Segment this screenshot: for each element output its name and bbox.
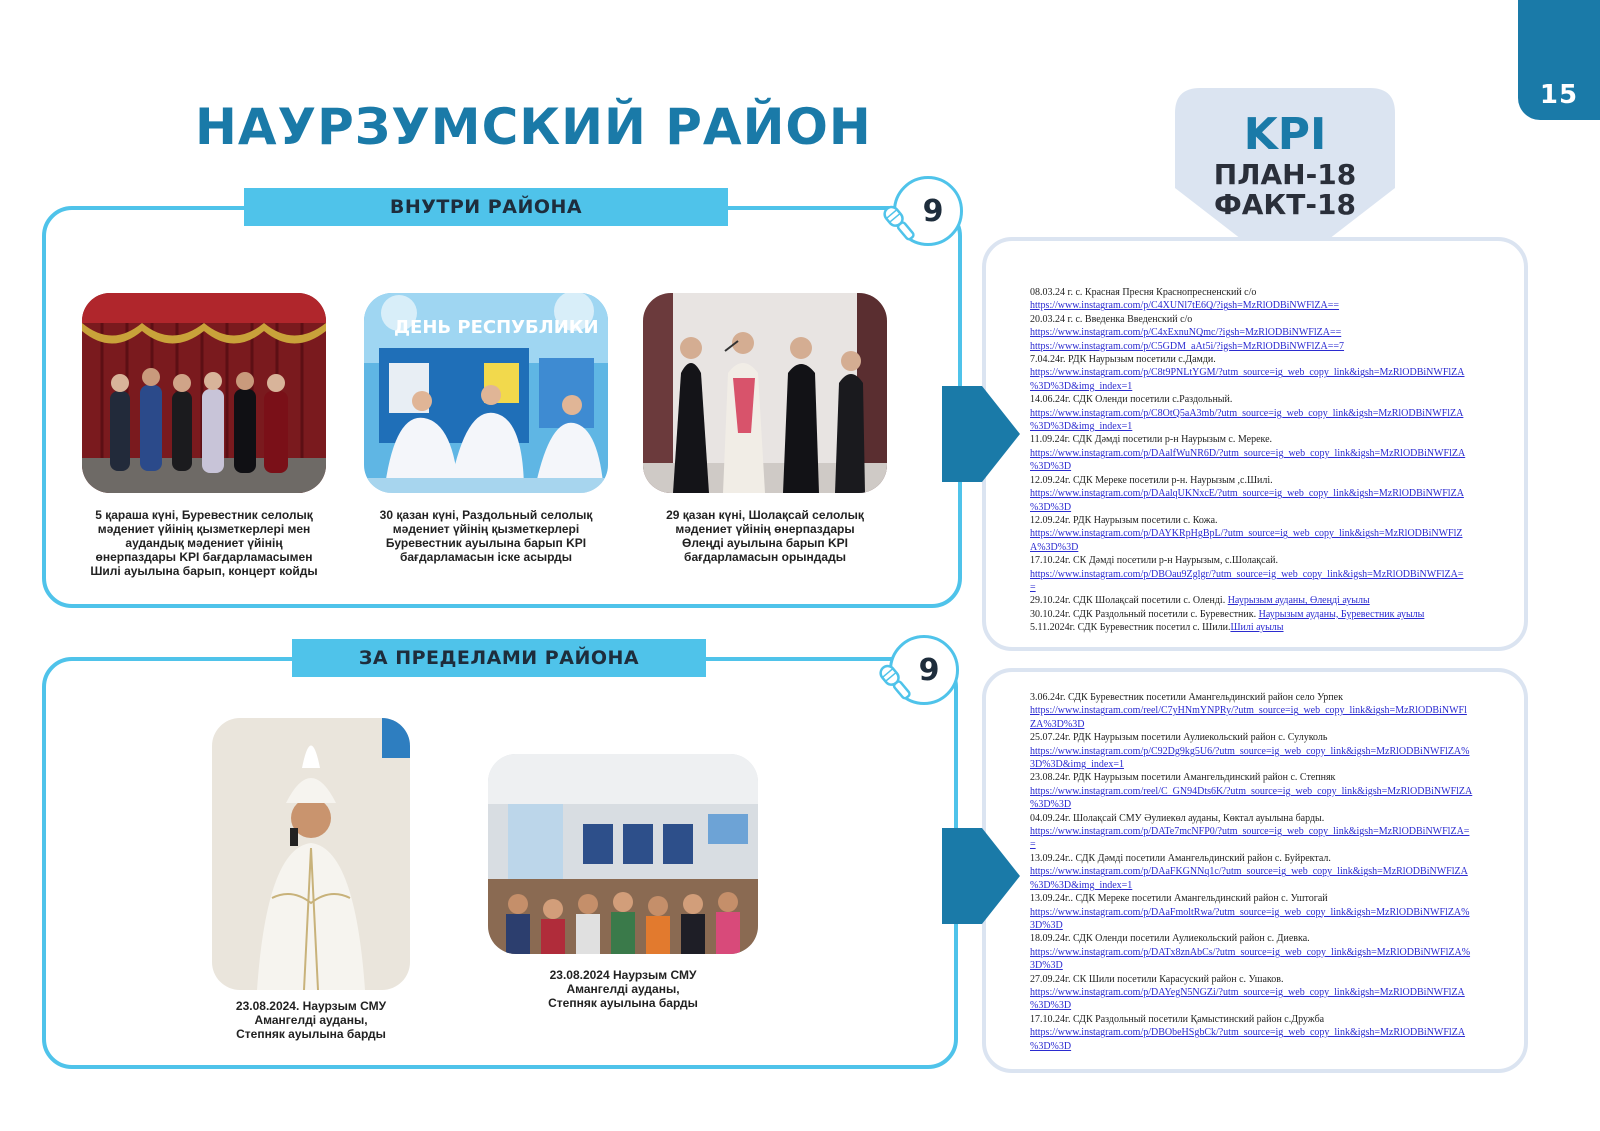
link-line <box>1030 785 1506 798</box>
caption-line: бағдарламасын орындады <box>684 550 846 564</box>
caption-line: Шилі ауылына барып, концерт койды <box>90 564 318 578</box>
instagram-link[interactable]: https://www.instagram.com/reel/C7yHNmYNPRy/?utm_source=ig_web_copy_link&igsh=MzRlODBiNWFl <box>1030 705 1467 717</box>
report-line <box>1030 514 1506 527</box>
instagram-link[interactable]: https://www.instagram.com/p/DBObeHSgbCk/?utm_source=ig_web_copy_link&igsh=MzRlODBiNWFlZA <box>1030 1027 1466 1039</box>
caption-line: 23.08.2024. Наурзым СМУ <box>235 999 387 1013</box>
report-line <box>1030 892 1506 905</box>
link-line <box>1030 447 1506 460</box>
report-line <box>1030 313 1506 326</box>
kpi-badge <box>1170 110 1400 220</box>
link-line <box>1030 959 1506 972</box>
link-line <box>1030 718 1506 731</box>
report-text: 3.06.24г. СДК Буревестник посетили Амангельдинский район село Урпек <box>1030 692 1343 703</box>
report-text: 27.09.24г. СК Шили посетили Карасуский район с. Ушаков. <box>1030 973 1284 985</box>
microphone-icon <box>876 200 924 248</box>
link-line <box>1030 527 1506 540</box>
link-line <box>1030 407 1506 420</box>
report-line <box>1030 812 1506 825</box>
report-text: 20.03.24 г. с. Введенка Введенский с/о <box>1030 313 1193 325</box>
inside-links-list <box>1030 286 1506 635</box>
report-line <box>1030 731 1506 744</box>
report-line <box>1030 1013 1506 1026</box>
report-text: 12.09.24г. РДК Наурызым посетили с. Кожа. <box>1030 514 1218 526</box>
report-text: 23.08.24г. РДК Наурызым посетили Амангельдинский район с. Степняк <box>1030 772 1336 784</box>
link-line <box>1030 541 1506 554</box>
photo-caption-5 <box>488 968 758 1010</box>
link-line <box>1030 366 1506 379</box>
link-line <box>1030 501 1506 514</box>
instagram-link[interactable]: https://www.instagram.com/p/C5GDM_aAt5i/?igsh=MzRlODBiNWFlZA==7 <box>1030 340 1345 352</box>
link-line <box>1030 745 1506 758</box>
instagram-link[interactable]: https://www.instagram.com/p/DAaFKGNNq1c/?utm_source=ig_web_copy_link&igsh=MzRlODBiNWFlZA <box>1030 866 1468 878</box>
page-title: НАУРЗУМСКИЙ РАЙОН <box>195 98 872 156</box>
caption-line: өнерпаздары KPI бағдарламасымен <box>95 550 313 564</box>
photo-singers-performance <box>643 293 887 493</box>
report-line <box>1030 353 1506 366</box>
instagram-link[interactable]: = <box>1030 581 1036 593</box>
report-line <box>1030 852 1506 865</box>
report-line <box>1030 393 1506 406</box>
report-text: 08.03.24 г. с. Красная Пресня Краснопресненский с/о <box>1030 287 1257 298</box>
caption-line: мәдениет үйінің қызметкерлері <box>392 522 580 536</box>
report-text: 04.09.24г. Шолақсай СМУ Әулиекөл ауданы, Көктал ауылына барды. <box>1030 812 1325 824</box>
report-line <box>1030 973 1506 986</box>
caption-line: мәдениет үйінің өнерпаздары <box>675 522 855 536</box>
instagram-link[interactable]: https://www.instagram.com/p/DATe7mcNFP0/?utm_source=ig_web_copy_link&igsh=MzRlODBiNWFlZA= <box>1030 826 1470 838</box>
instagram-link[interactable]: https://www.instagram.com/p/DBOau9Zglgr/?utm_source=ig_web_copy_link&igsh=MzRlODBiNWFlZA= <box>1030 568 1464 580</box>
link-line <box>1030 326 1506 339</box>
instagram-link[interactable]: A%3D%3D <box>1030 541 1079 553</box>
link-line <box>1030 906 1506 919</box>
outside-district-label: ЗА ПРЕДЕЛАМИ РАЙОНА <box>292 639 706 677</box>
page-number-tab <box>1518 0 1600 120</box>
link-line <box>1030 865 1506 878</box>
caption-line: 23.08.2024 Наурзым СМУ <box>549 968 697 982</box>
link-line <box>1030 568 1506 581</box>
report-line <box>1030 554 1506 567</box>
report-text: 30.10.24г. СДК Раздольный посетили с. Буревестник. <box>1030 608 1259 620</box>
chevron-right-arrow <box>942 828 1022 924</box>
instagram-link[interactable]: https://www.instagram.com/p/C4xExnuNQmc/?igsh=MzRlODBiNWFlZA== <box>1030 327 1342 339</box>
instagram-link[interactable]: https://www.instagram.com/p/DATx8znAbCs/?utm_source=ig_web_copy_link&igsh=MzRlODBiNWFlZA% <box>1030 946 1471 958</box>
chevron-right-arrow <box>942 386 1022 482</box>
instagram-link[interactable]: %3D%3D <box>1030 501 1072 513</box>
instagram-link[interactable]: https://www.instagram.com/p/DAYegN5NGZi/?utm_source=ig_web_copy_link&igsh=MzRlODBiNWFlZA <box>1030 986 1465 998</box>
link-line <box>1030 1026 1506 1039</box>
link-line <box>1030 299 1506 312</box>
link-line <box>1030 999 1506 1012</box>
caption-line: Амангелді ауданы, <box>254 1013 368 1027</box>
report-text: 13.09.24г.. СДК Дәмді посетили Амангельдинский район с. Буйректал. <box>1030 852 1331 864</box>
instagram-link[interactable]: https://www.instagram.com/p/DAalfWuNR6D/?utm_source=ig_web_copy_link&igsh=MzRlODBiNWFlZA <box>1030 447 1466 459</box>
caption-line: 30 қазан күні, Раздольный селолық <box>379 508 593 522</box>
link-line <box>1030 487 1506 500</box>
photo-caption-4 <box>200 999 422 1041</box>
report-line <box>1030 286 1506 299</box>
caption-line: 29 қазан күні, Шолақсай селолық <box>666 508 864 522</box>
link-line <box>1030 986 1506 999</box>
banner-text: ДЕНЬ РЕСПУБЛИКИ <box>394 317 599 338</box>
link-line <box>1030 340 1506 353</box>
photo-caption-1 <box>82 508 326 578</box>
caption-line: бағдарламасын іске асырды <box>399 550 573 564</box>
caption-line: Степняк ауылына барды <box>548 996 698 1010</box>
caption-line: аудандық мәдениет үйінің <box>125 536 283 550</box>
link-line <box>1030 825 1506 838</box>
instagram-link[interactable]: https://www.instagram.com/p/C92Dg9kg5U6/?utm_source=ig_web_copy_link&igsh=MzRlODBiNWFlZA% <box>1030 745 1470 757</box>
link-line <box>1030 838 1506 851</box>
report-text: 7.04.24г. РДК Наурызым посетили с.Дамди. <box>1030 354 1216 366</box>
instagram-link[interactable]: https://www.instagram.com/p/DAaFmoltRwa/?utm_source=ig_web_copy_link&igsh=MzRlODBiNWFlZA% <box>1030 906 1470 918</box>
instagram-link[interactable]: ZA%3D%3D <box>1030 718 1085 730</box>
link-line <box>1030 798 1506 811</box>
report-line <box>1030 608 1506 621</box>
caption-line: Өлеңді ауылына барып KPI <box>682 536 848 550</box>
link-line <box>1030 1040 1506 1053</box>
report-line <box>1030 621 1506 634</box>
report-line <box>1030 474 1506 487</box>
instagram-link[interactable]: %3D%3D&img_index=1 <box>1030 380 1133 392</box>
instagram-link[interactable]: https://www.instagram.com/p/C8OtQ5aA3mb/?utm_source=ig_web_copy_link&igsh=MzRlODBiNWFlZA <box>1030 407 1464 419</box>
instagram-link[interactable]: Наурызым ауданы, Буревестник ауылы <box>1258 608 1425 620</box>
photo-concert-stage <box>82 293 326 493</box>
instagram-link[interactable]: %3D%3D <box>1030 799 1072 811</box>
link-line <box>1030 380 1506 393</box>
report-text: 17.10.24г. СДК Раздольный посетили Қамыстинский район с.Дружба <box>1030 1013 1325 1025</box>
link-line <box>1030 581 1506 594</box>
photo-audience-hall <box>488 754 758 954</box>
instagram-link[interactable]: Наурызым ауданы, Өлеңді ауылы <box>1227 595 1370 607</box>
kpi-title: KPI <box>1243 109 1327 160</box>
instagram-link[interactable]: https://www.instagram.com/reel/C_GN94Dts6K/?utm_source=ig_web_copy_link&igsh=MzRlODBiNWFlZA <box>1030 785 1473 797</box>
outside-count: 9 <box>918 652 940 688</box>
caption-line: 5 қараша күні, Буревестник селолық <box>95 508 313 522</box>
report-line <box>1030 433 1506 446</box>
photo-caption-3 <box>643 508 887 564</box>
instagram-link[interactable]: https://www.instagram.com/p/C8t9PNLtYGM/?utm_source=ig_web_copy_link&igsh=MzRlODBiNWFlZA <box>1030 367 1465 379</box>
link-line <box>1030 919 1506 932</box>
link-line <box>1030 946 1506 959</box>
instagram-link[interactable]: https://www.instagram.com/p/DAalqUKNxcE/?utm_source=ig_web_copy_link&igsh=MzRlODBiNWFlZA <box>1030 488 1464 500</box>
instagram-link[interactable]: 3D%3D&img_index=1 <box>1030 759 1124 771</box>
photo-republic-day-dance <box>364 293 608 493</box>
photo-singer-in-white <box>212 718 410 990</box>
report-text: 25.07.24г. РДК Наурызым посетили Аулиекольский район с. Сулуколь <box>1030 732 1328 744</box>
report-text: 14.06.24г. СДК Оленди посетили с.Раздольный. <box>1030 394 1233 406</box>
page-number: 15 <box>1539 80 1579 110</box>
caption-line: Амангелді ауданы, <box>566 982 680 996</box>
instagram-link[interactable]: = <box>1030 839 1036 851</box>
report-text: 29.10.24г. СДК Шолақсай посетили с. Оленді. <box>1030 595 1228 607</box>
link-line <box>1030 704 1506 717</box>
caption-line: Степняк ауылына барды <box>236 1027 386 1041</box>
caption-line: Буревестник ауылына барып KPI <box>385 536 587 550</box>
report-text: 18.09.24г. СДК Оленди посетили Аулиекольский район с. Диевка. <box>1030 933 1310 945</box>
kpi-plan: ПЛАН-18 <box>1213 158 1357 191</box>
report-text: 13.09.24г.. СДК Мереке посетили Амангельдинский район с. Уштогай <box>1030 893 1328 905</box>
instagram-link[interactable]: 3D%3D <box>1030 960 1063 972</box>
photo-caption-2 <box>364 508 608 564</box>
link-line <box>1030 758 1506 771</box>
report-line <box>1030 771 1506 784</box>
inside-count: 9 <box>922 193 944 229</box>
link-line <box>1030 460 1506 473</box>
report-text: 11.09.24г. СДК Дәмді посетили р-н Наурызым с. Мереке. <box>1030 434 1273 446</box>
link-line <box>1030 879 1506 892</box>
instagram-link[interactable]: %3D%3D&img_index=1 <box>1030 879 1133 891</box>
caption-line: мәдениет үйінің қызметкерлері мен <box>97 522 311 536</box>
report-text: 17.10.24г. СК Дәмді посетили р-н Наурызым, с.Шолақсай. <box>1030 555 1279 567</box>
instagram-link[interactable]: 3D%3D <box>1030 919 1063 931</box>
instagram-link[interactable]: Шилі ауылы <box>1230 622 1284 634</box>
inside-district-label: ВНУТРИ РАЙОНА <box>244 188 728 226</box>
instagram-link[interactable]: https://www.instagram.com/p/DAYKRpHgBpL/?utm_source=ig_web_copy_link&igsh=MzRlODBiNWFlZ <box>1030 528 1463 540</box>
outside-links-list <box>1030 691 1506 1053</box>
instagram-link[interactable]: %3D%3D <box>1030 461 1072 473</box>
kpi-fact: ФАКТ-18 <box>1213 188 1356 221</box>
instagram-link[interactable]: %3D%3D&img_index=1 <box>1030 421 1133 433</box>
microphone-icon <box>872 659 920 707</box>
report-text: 5.11.2024г. СДК Буревестник посетил с. Шили. <box>1030 622 1231 634</box>
instagram-link[interactable]: %3D%3D <box>1030 1040 1072 1052</box>
instagram-link[interactable]: %3D%3D <box>1030 1000 1072 1012</box>
link-line <box>1030 420 1506 433</box>
report-text: 12.09.24г. СДК Мереке посетили р-н. Наурызым ,с.Шилі. <box>1030 474 1273 486</box>
instagram-link[interactable]: https://www.instagram.com/p/C4XUNl7tE6Q/?igsh=MzRlODBiNWFlZA== <box>1030 300 1340 312</box>
report-line <box>1030 594 1506 607</box>
report-line <box>1030 932 1506 945</box>
report-line <box>1030 691 1506 704</box>
